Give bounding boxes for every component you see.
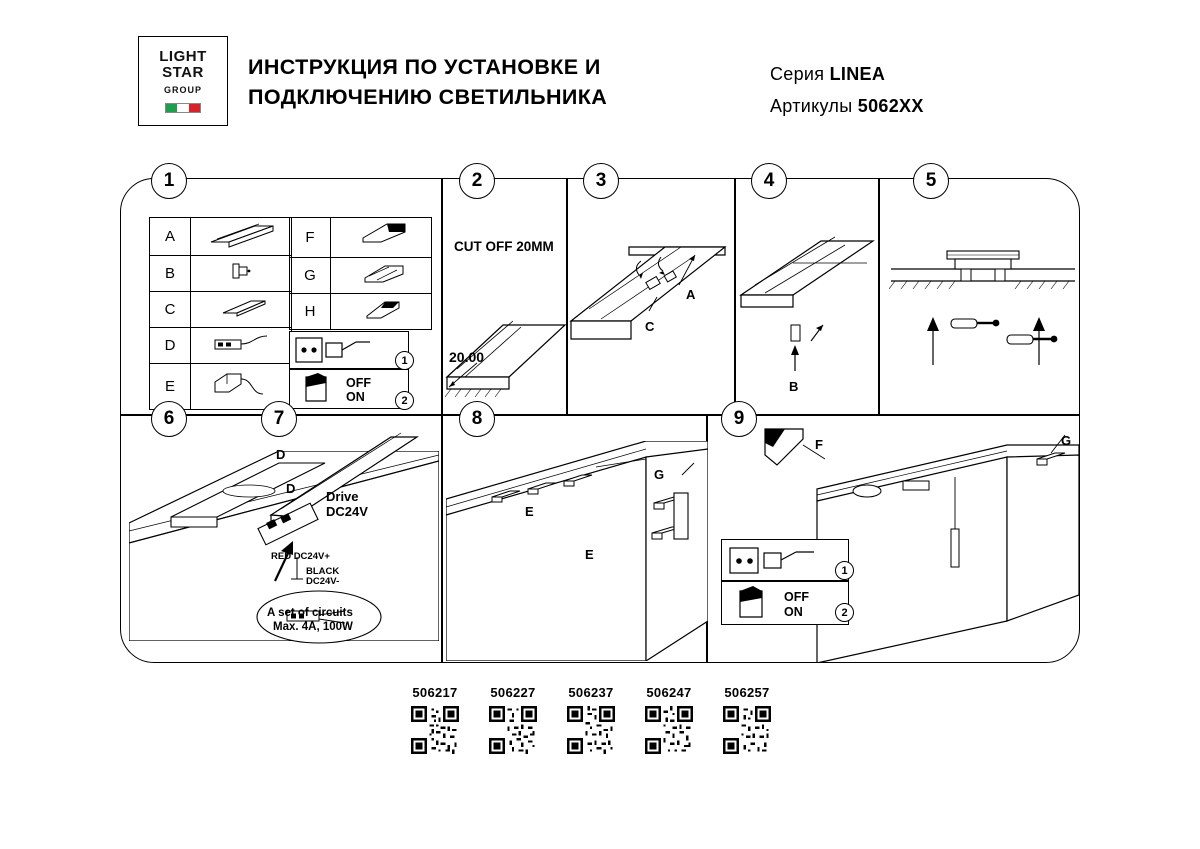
brand-logo (138, 36, 228, 126)
table-row (150, 292, 292, 328)
part-image-d (191, 328, 292, 364)
step-number-6: 6 (151, 401, 187, 437)
divider-v5 (441, 414, 443, 662)
code-item-506217 (400, 685, 470, 759)
series-label: Серия (770, 64, 825, 84)
part-label-g: G (290, 258, 331, 294)
header (120, 30, 1080, 130)
switch-icon (730, 583, 774, 625)
table-row (290, 218, 432, 258)
part-label-d: D (150, 328, 191, 364)
table-row (150, 218, 292, 256)
step-number-9: 9 (721, 401, 757, 437)
code-item-506257 (712, 685, 782, 759)
clip-icon (333, 294, 429, 324)
socket-plug-icon (722, 540, 848, 580)
logo-line-1: LIGHT (159, 48, 207, 65)
profile-bar-icon (193, 218, 289, 250)
table-row (150, 256, 292, 292)
end-cap-icon (193, 256, 289, 286)
code-item-506247 (634, 685, 704, 759)
step-number-4: 4 (751, 163, 787, 199)
step8-label-e-bottom: E (585, 547, 594, 562)
code-label: 506217 (412, 685, 458, 700)
part-label-a: A (150, 218, 191, 256)
step-number-3: 3 (583, 163, 619, 199)
part-image-b (191, 256, 292, 292)
code-label: 506227 (490, 685, 536, 700)
switch-icon (296, 371, 338, 409)
switch-off-label: OFF (346, 376, 371, 390)
italy-flag-icon (165, 103, 201, 113)
step9-switch-off-label: OFF (784, 590, 809, 604)
table-row (290, 258, 432, 294)
step7-red-label: RED DC24V+ (271, 551, 330, 562)
step3-label-a: A (686, 287, 696, 302)
corner-connector-icon (333, 218, 429, 252)
step-number-1: 1 (151, 163, 187, 199)
page-title-line-2: ПОДКЛЮЧЕНИЮ СВЕТИЛЬНИКА (248, 85, 608, 109)
part-label-c: C (150, 292, 191, 328)
connector-plate-icon (193, 293, 289, 321)
qr-code-icon (723, 706, 771, 754)
step-number-5: 5 (913, 163, 949, 199)
driver-cable-icon (193, 328, 289, 358)
step8-illustration (446, 441, 708, 661)
page-title (248, 52, 678, 112)
code-label: 506247 (646, 685, 692, 700)
divider-v4 (878, 179, 880, 414)
step-number-7: 7 (261, 401, 297, 437)
step9-power-switch-box (721, 581, 849, 625)
part-label-b: B (150, 256, 191, 292)
step9-label-g: G (1061, 433, 1072, 448)
series-value: LINEA (829, 64, 886, 84)
part-label-f: F (290, 218, 331, 258)
step9-power-socket-box (721, 539, 849, 581)
article-value: 5062XX (857, 96, 924, 116)
step9-switch-on-label: ON (784, 605, 803, 619)
socket-plug-icon (290, 332, 408, 368)
qr-code-icon (645, 706, 693, 754)
step7-black-sub-label: DC24V- (306, 576, 340, 587)
step2-cut-off-label: CUT OFF 20MM (454, 239, 554, 254)
table-row (150, 328, 292, 364)
divider-h-left (121, 414, 711, 416)
code-item-506227 (478, 685, 548, 759)
step-number-2: 2 (459, 163, 495, 199)
step9-callout-badge-2: 2 (835, 603, 854, 622)
step8-label-g: G (654, 467, 665, 482)
callout-badge-1: 1 (395, 351, 414, 370)
step7-label-d-bottom: D (286, 481, 296, 496)
code-label: 506257 (724, 685, 770, 700)
product-info (770, 58, 1090, 122)
part-image-c (191, 292, 292, 328)
divider-h-right (839, 414, 1079, 416)
part-image-a (191, 218, 292, 256)
step7-drive-label: Drive (326, 489, 359, 504)
logo-line-3: GROUP (163, 85, 202, 95)
step-number-8: 8 (459, 401, 495, 437)
step7-note-line-1: A set of circuits (267, 607, 353, 619)
power-socket-box (289, 331, 409, 369)
logo-line-2: STAR (162, 64, 204, 81)
qr-code-icon (489, 706, 537, 754)
step2-illustration (443, 259, 567, 409)
power-switch-box (289, 369, 409, 409)
code-label: 506237 (568, 685, 614, 700)
page-title-line-1: ИНСТРУКЦИЯ ПО УСТАНОВКЕ И (248, 55, 601, 79)
product-codes (400, 685, 800, 795)
callout-badge-2: 2 (395, 391, 414, 410)
part-label-e: E (150, 364, 191, 410)
step7-note-line-2: Max. 4A, 100W (273, 621, 353, 633)
step7-black-label: BLACK (306, 566, 340, 577)
step7-voltage-label: DC24V (326, 504, 368, 519)
step4-label-b: B (789, 379, 799, 394)
step4-illustration (735, 219, 877, 399)
step9-callout-badge-1: 1 (835, 561, 854, 580)
qr-code-icon (567, 706, 615, 754)
step7-label-d-top: D (276, 447, 286, 462)
code-item-506237 (556, 685, 626, 759)
step2-dimension-label: 20.00 (449, 349, 485, 365)
article-label: Артикулы (770, 96, 853, 116)
qr-code-icon (411, 706, 459, 754)
part-image-g (331, 258, 432, 294)
switch-on-label: ON (346, 390, 365, 404)
step8-label-e-top: E (525, 504, 534, 519)
power-supply-icon (193, 364, 289, 404)
parts-table-left (149, 217, 292, 410)
step3-illustration (569, 213, 735, 373)
step5-illustration (889, 223, 1077, 403)
steps-panel (120, 170, 1080, 663)
mount-bracket-icon (333, 258, 429, 288)
part-image-h (331, 294, 432, 330)
step9-label-f: F (815, 437, 823, 452)
part-image-f (331, 218, 432, 258)
parts-table-right (289, 217, 432, 330)
table-row (290, 294, 432, 330)
step3-label-c: C (645, 319, 655, 334)
part-label-h: H (290, 294, 331, 330)
